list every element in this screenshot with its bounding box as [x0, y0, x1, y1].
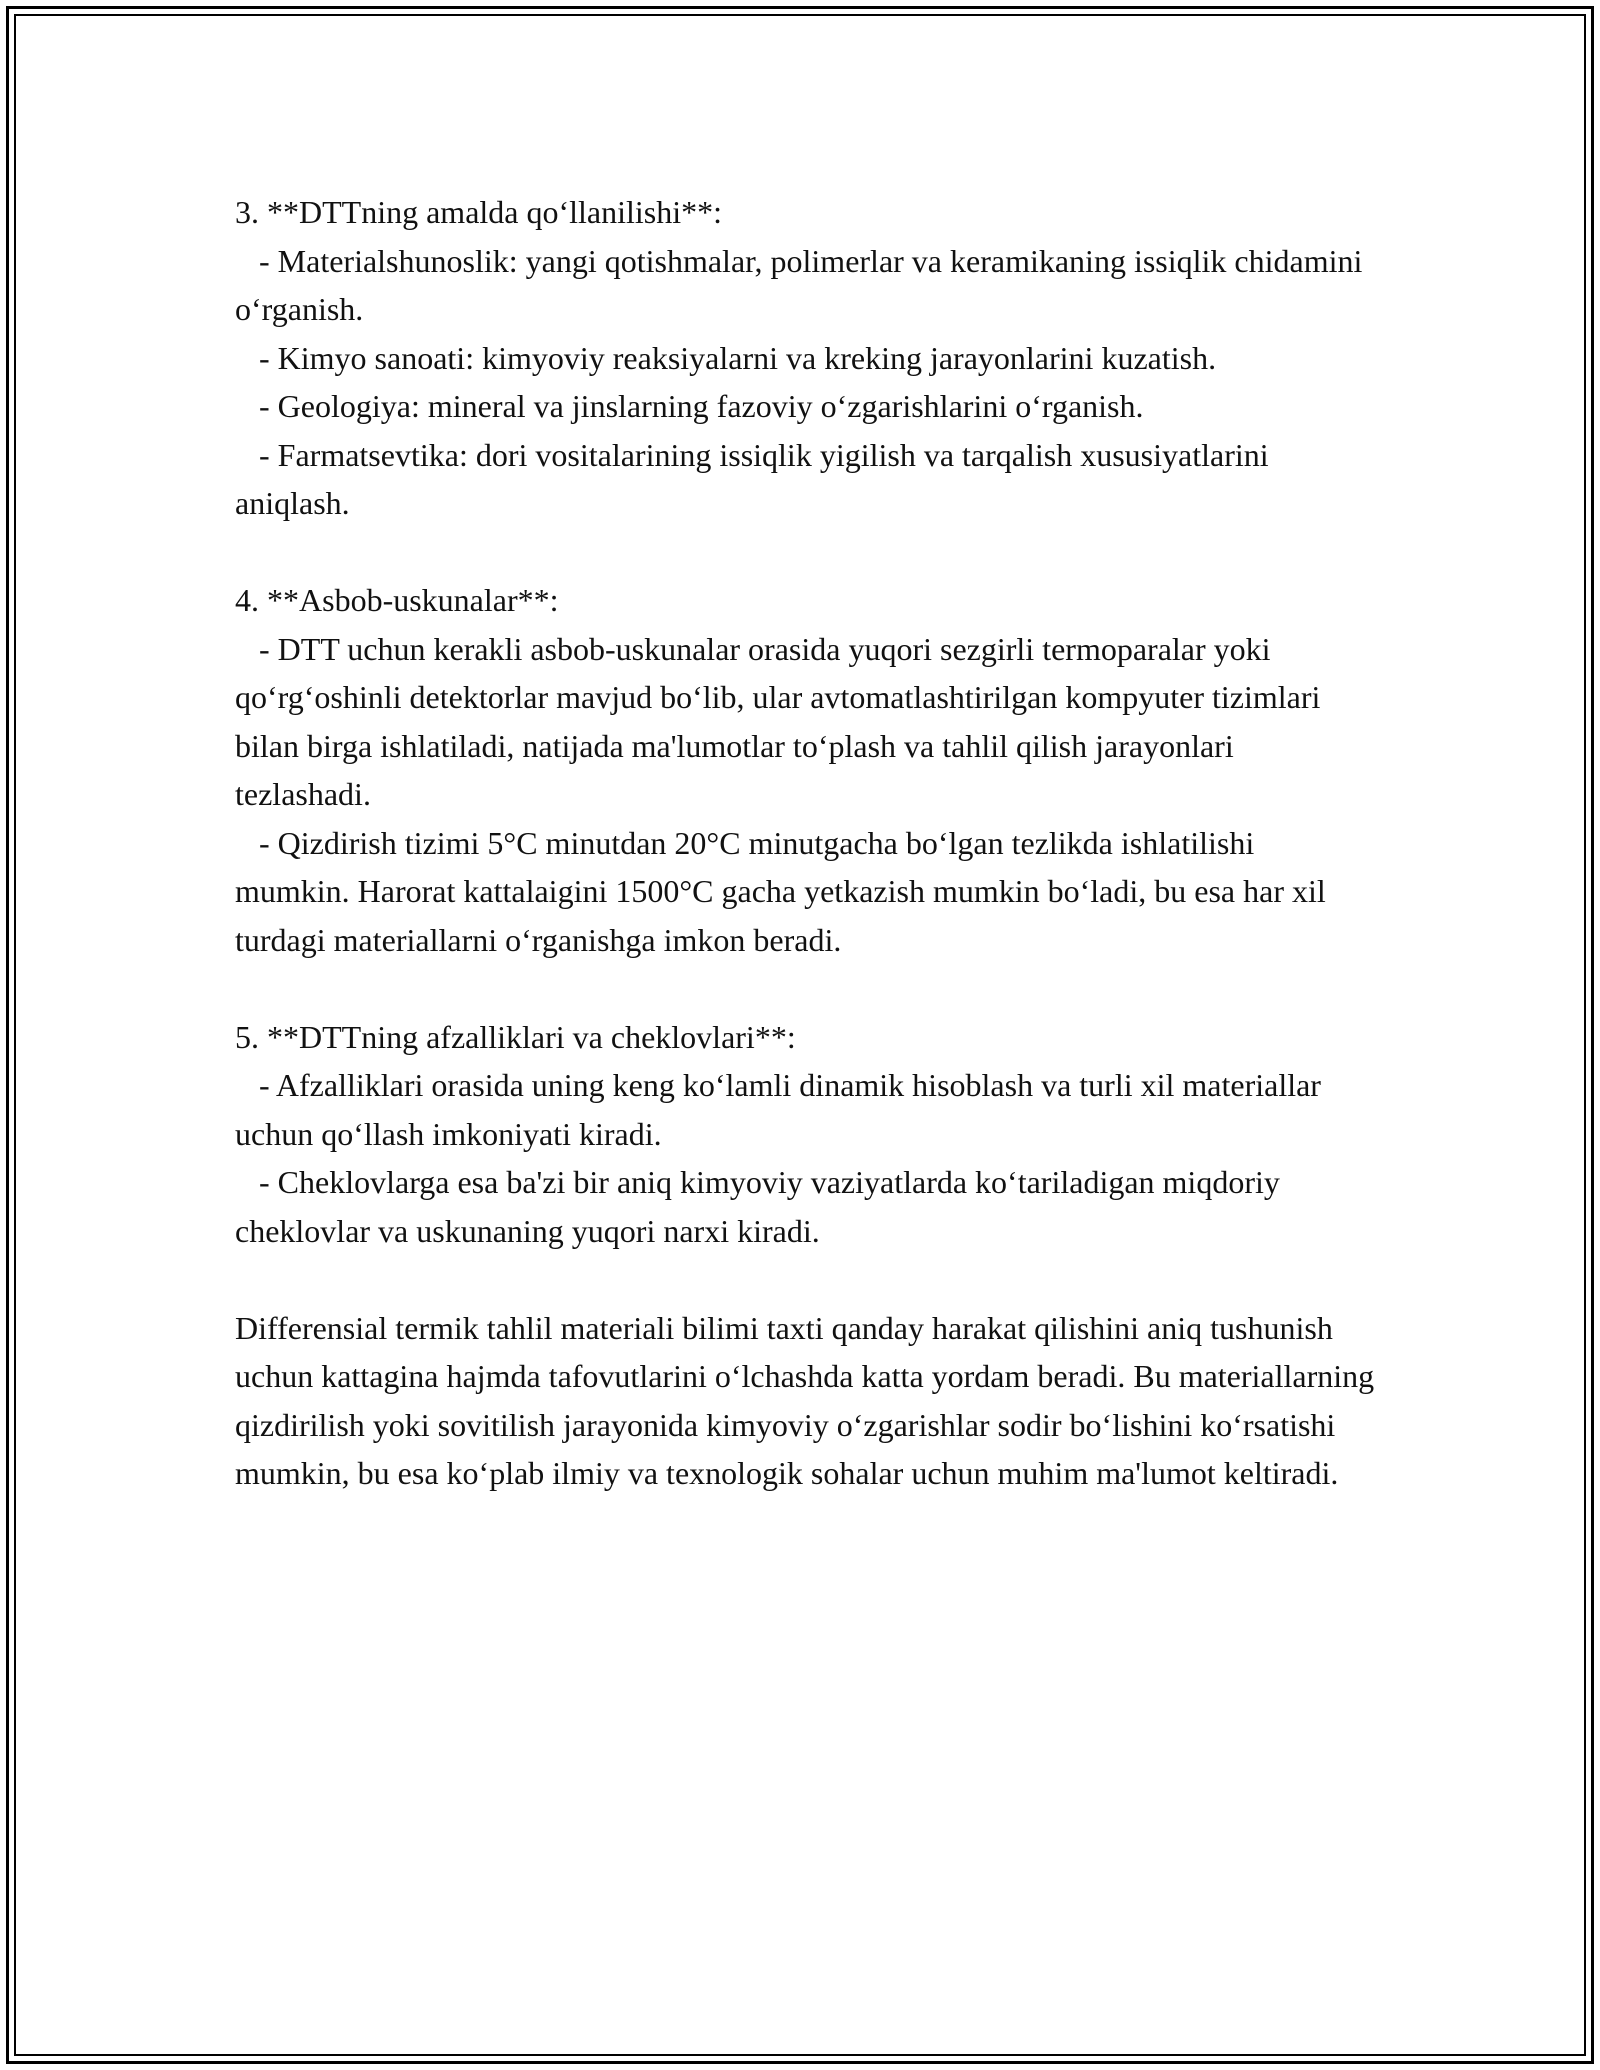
conclusion-paragraph: Differensial termik tahlil materiali bilimi taxti qanday harakat qilishini aniq tushunish uchun kattagina hajmda tafovutlarini o‘lchashda katta yordam beradi. Bu materiallarning qizdirilish yoki sovitilish jarayonida kimyoviy o‘zgarishlar sodir bo‘lishini ko‘rsatishi mumkin, bu esa ko‘plab ilmiy va texnologik sohalar uchun muhim ma'lumot keltiradi.: [235, 1309, 1383, 1491]
list-item: - DTT uchun kerakli asbob-uskunalar orasida yuqori sezgirli termoparalar yoki qo‘rg‘oshinli detektorlar mavjud bo‘lib, ular avtomatlashtirilgan kompyuter tizimlari bilan birga ishlatiladi, natijada ma'lumotlar to‘plash va tahlil qilish jarayonlari tezlashadi.: [235, 630, 1329, 812]
list-item: - Kimyo sanoati: kimyoviy reaksiyalarni va kreking jarayonlarini kuzatish.: [235, 339, 1217, 376]
paragraph-spacer: [235, 528, 1375, 577]
list-item: - Geologiya: mineral va jinslarning fazoviy o‘zgarishlarini o‘rganish.: [235, 388, 1144, 424]
section-advantages-limitations: [235, 1013, 1375, 1256]
section-applications: [235, 188, 1375, 528]
section-heading: 5. **DTTning afzalliklari va cheklovlari**:: [235, 1018, 796, 1055]
list-item: - Farmatsevtika: dori vositalarining issiqlik yigilish va tarqalish xususiyatlarini aniqlash.: [235, 436, 1277, 521]
list-item: - Materialshunoslik: yangi qotishmalar, polimerlar va keramikaning issiqlik chidamini o‘rganish.: [235, 242, 1371, 327]
section-heading: 4. **Asbob-uskunalar**:: [235, 582, 559, 618]
list-item: - Cheklovlarga esa ba'zi bir aniq kimyoviy vaziyatlarda ko‘tariladigan miqdoriy cheklovlar va uskunaning yuqori narxi kiradi.: [235, 1164, 1288, 1249]
list-item: - Afzalliklari orasida uning keng ko‘lamli dinamik hisoblash va turli xil materiallar uchun qo‘llash imkoniyati kiradi.: [235, 1067, 1329, 1152]
section-equipment: [235, 576, 1375, 964]
document-body: [235, 188, 1383, 1498]
section-heading: 3. **DTTning amalda qo‘llanilishi**:: [235, 194, 723, 230]
paragraph-spacer: [235, 1255, 1375, 1304]
paragraph-spacer: [235, 964, 1375, 1013]
list-item: - Qizdirish tizimi 5°C minutdan 20°C minutgacha bo‘lgan tezlikda ishlatilishi mumkin. Harorat kattalaigini 1500°C gacha yetkazish mumkin bo‘ladi, bu esa har xil turdagi materiallarni o‘rganishga imkon beradi.: [235, 824, 1334, 958]
